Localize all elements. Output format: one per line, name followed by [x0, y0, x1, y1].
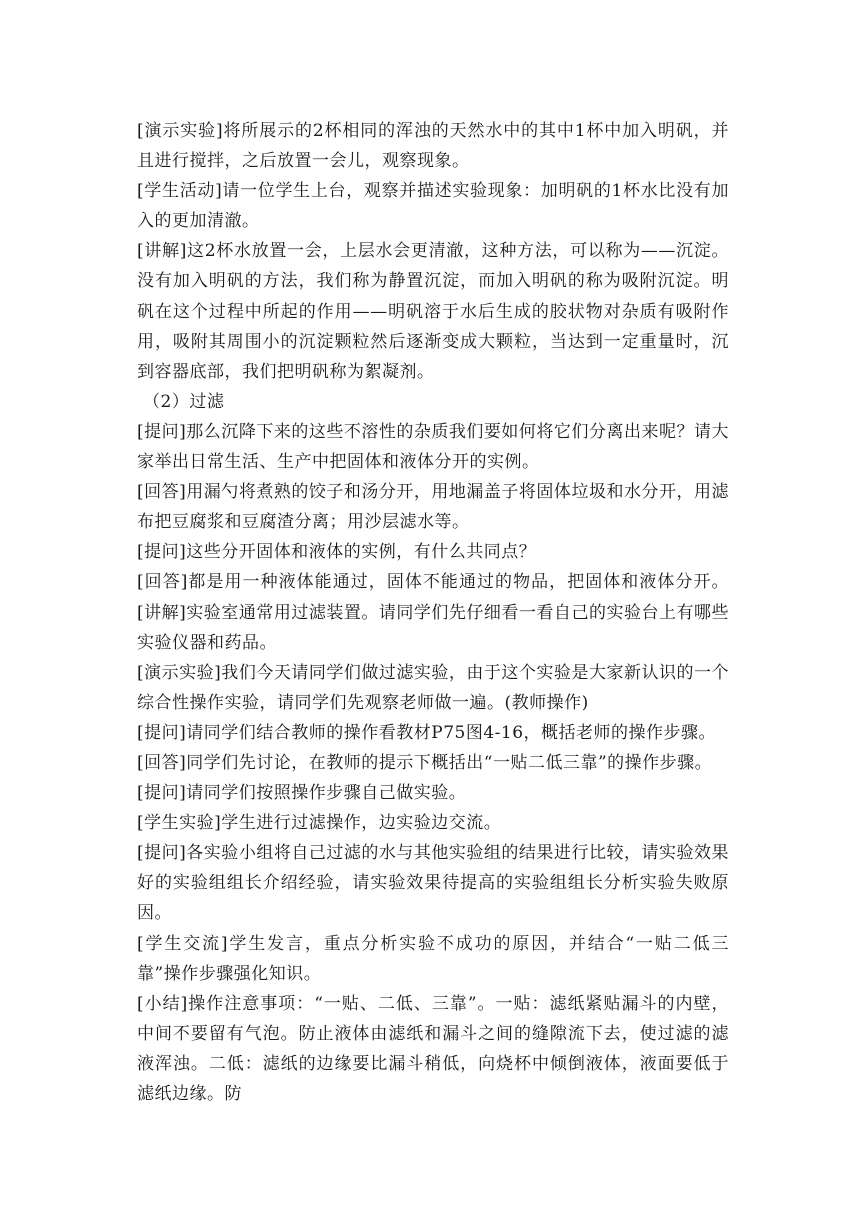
paragraph-summary: [小结]操作注意事项：“一贴、二低、三靠”。一贴：滤纸紧贴漏斗的内壁，中间不要留有气泡。防止液体由滤纸和漏斗之间的缝隙流下去，使过滤的滤液浑浊。二低：滤纸的边缘要比漏斗稍低，向烧杯中倾倒液体，液面要低于滤纸边缘。防 — [137, 993, 729, 1104]
paragraph-question-compare: [提问]各实验小组将自己过滤的水与其他实验组的结果进行比较，请实验效果好的实验组组长介绍经验，请实验效果待提高的实验组组长分析实验失败原因。 — [137, 843, 729, 924]
document-body — [137, 116, 729, 1109]
section-heading-filtration: （2）过滤 — [143, 391, 225, 412]
paragraph-student-exchange: [学生交流]学生发言，重点分析实验不成功的原因，并结合“一贴二低三靠”操作步骤强化知识。 — [137, 933, 729, 984]
paragraph-question-separation: [提问]那么沉降下来的这些不溶性的杂质我们要如何将它们分离出来呢？请大家举出日常生活、生产中把固体和液体分开的实例。 — [137, 421, 729, 473]
paragraph-question-common: [提问]这些分开固体和液体的实例，有什么共同点？ — [137, 542, 537, 563]
paragraph-student-experiment: [学生实验]学生进行过滤操作，边实验边交流。 — [137, 813, 502, 834]
paragraph-explanation-sedimentation: [讲解]这2杯水放置一会，上层水会更清澈，这种方法，可以称为——沉淀。没有加入明矾的方法，我们称为静置沉淀，而加入明矾的称为吸附沉淀。明矾在这个过程中所起的作用——明矾溶于水后生成的胶状物对杂质有吸附作用，吸附其周围小的沉淀颗粒然后逐渐变成大颗粒，当达到一定重量时，沉到容器底部，我们把明矾称为絮凝剂。 — [137, 241, 729, 382]
paragraph-answer-examples: [回答]用漏勺将煮熟的饺子和汤分开，用地漏盖子将固体垃圾和水分开，用滤布把豆腐浆和豆腐渣分离；用沙层滤水等。 — [137, 482, 729, 533]
paragraph-question-steps: [提问]请同学们结合教师的操作看教材P75图4-16，概括老师的操作步骤。 — [137, 722, 717, 743]
paragraph-answer-common: [回答]都是用一种液体能通过，固体不能通过的物品，把固体和液体分开。[讲解]实验室通常用过滤装置。请同学们先仔细看一看自己的实验台上有哪些实验仪器和药品。 — [137, 572, 729, 653]
paragraph-student-activity: [学生活动]请一位学生上台，观察并描述实验现象：加明矾的1杯水比没有加入的更加清澈。 — [137, 181, 729, 232]
paragraph-demo-filtration: [演示实验]我们今天请同学们做过滤实验，由于这个实验是大家新认识的一个综合性操作实验，请同学们先观察老师做一遍。(教师操作) — [137, 662, 729, 713]
paragraph-question-do-experiment: [提问]请同学们按照操作步骤自己做实验。 — [137, 783, 467, 804]
paragraph-demo-experiment: [演示实验]将所展示的2杯相同的浑浊的天然水中的其中1杯中加入明矾，并且进行搅拌，之后放置一会儿，观察现象。 — [137, 121, 729, 172]
paragraph-answer-steps: [回答]同学们先讨论，在教师的提示下概括出“一贴二低三靠”的操作步骤。 — [137, 752, 713, 773]
